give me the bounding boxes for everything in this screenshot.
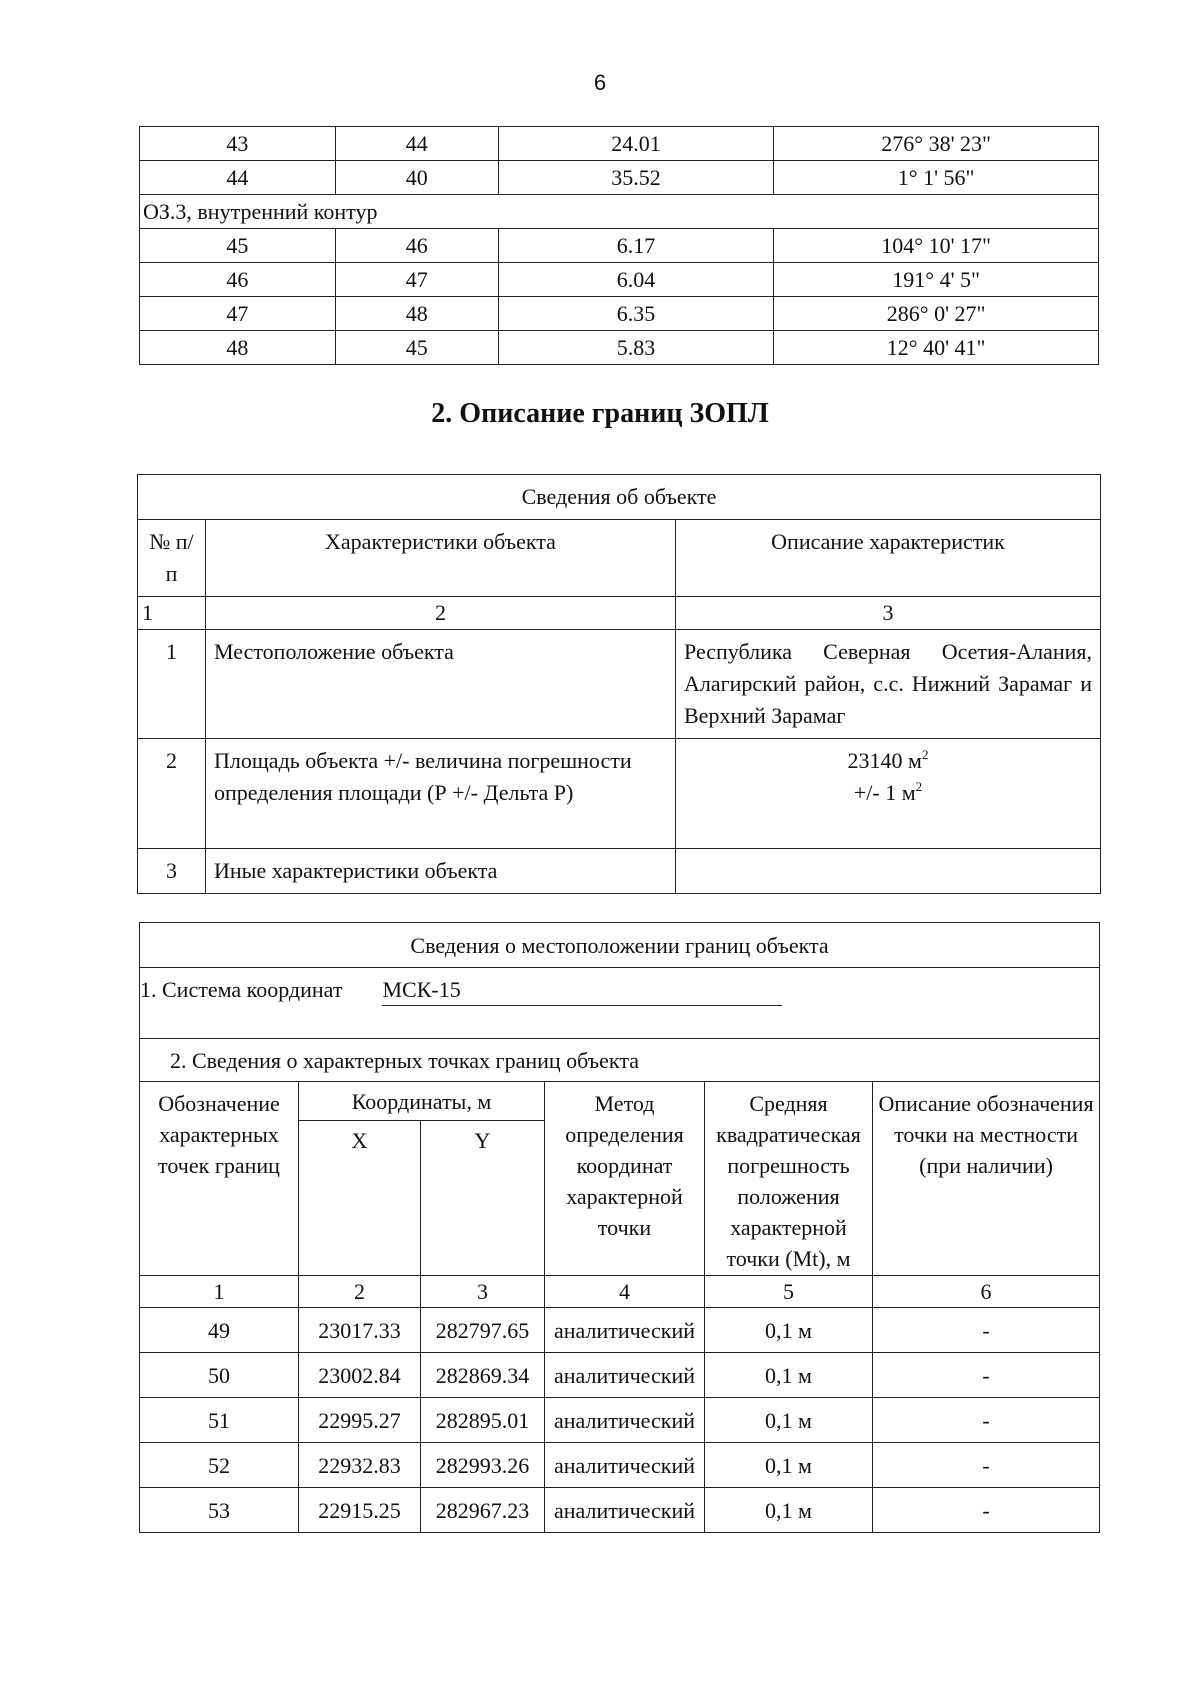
table-row — [140, 331, 1099, 365]
area-cell — [676, 739, 1101, 849]
cell: 282967.23 — [421, 1488, 545, 1533]
cell: 191° 4' 5" — [774, 263, 1099, 297]
header-method: Метод определения координат характерной точки — [545, 1082, 705, 1276]
header-y: Y — [421, 1121, 545, 1276]
header-error: Средняя квадратическая погрешность положения характерной точки (Mt), м — [705, 1082, 873, 1276]
header-row — [138, 520, 1101, 597]
cell: аналитический — [545, 1488, 705, 1533]
table-title-row — [140, 923, 1100, 968]
cell: 23017.33 — [299, 1308, 421, 1353]
cell: 51 — [140, 1398, 299, 1443]
row-number: 2 — [138, 739, 206, 849]
cell: 0,1 м — [705, 1488, 873, 1533]
characteristic-cell: Площадь объекта +/- величина погрешности определения площади (Р +/- Дельта Р) — [206, 739, 676, 849]
cell: 47 — [140, 297, 336, 331]
coord-system-value: МСК-15 — [382, 975, 782, 1006]
cell: 104° 10' 17" — [774, 229, 1099, 263]
col-number: 5 — [705, 1276, 873, 1308]
table-title: Сведения о местоположении границ объекта — [140, 923, 1100, 968]
cell: 286° 0' 27" — [774, 297, 1099, 331]
table-row — [140, 127, 1099, 161]
table-row — [140, 1443, 1100, 1488]
cell: 282797.65 — [421, 1308, 545, 1353]
cell: - — [873, 1398, 1100, 1443]
cell: 6.17 — [498, 229, 774, 263]
cell: 282895.01 — [421, 1398, 545, 1443]
cell: 48 — [335, 297, 498, 331]
cell: - — [873, 1353, 1100, 1398]
section-row — [140, 195, 1099, 229]
cell: 282993.26 — [421, 1443, 545, 1488]
header-x: X — [299, 1121, 421, 1276]
table-title: Сведения об объекте — [138, 475, 1101, 520]
cell: 0,1 м — [705, 1308, 873, 1353]
cell: 46 — [140, 263, 336, 297]
table-row — [138, 630, 1101, 739]
cell: - — [873, 1443, 1100, 1488]
page-number: 6 — [593, 70, 607, 95]
superscript: 2 — [921, 747, 929, 762]
table-row — [140, 1398, 1100, 1443]
table-row — [140, 1488, 1100, 1533]
cell: 0,1 м — [705, 1398, 873, 1443]
col-number: 2 — [299, 1276, 421, 1308]
description-cell — [676, 849, 1101, 894]
row-number: 1 — [138, 630, 206, 739]
cell: 12° 40' 41" — [774, 331, 1099, 365]
header-characteristic: Характеристики объекта — [206, 520, 676, 597]
column-number-row — [138, 597, 1101, 630]
cell: 6.35 — [498, 297, 774, 331]
col-number: 1 — [140, 1276, 299, 1308]
table-row — [140, 263, 1099, 297]
col-number: 4 — [545, 1276, 705, 1308]
cell: 45 — [140, 229, 336, 263]
table-row — [138, 739, 1101, 849]
col-number: 3 — [676, 597, 1101, 630]
cell: 22995.27 — [299, 1398, 421, 1443]
coord-system-row — [140, 968, 1100, 1039]
col-number: 3 — [421, 1276, 545, 1308]
description-cell: Республика Северная Осетия-Алания, Алагирский район, с.с. Нижний Зарамаг и Верхний Зарамаг — [676, 630, 1101, 739]
area-error: +/- 1 м — [853, 780, 916, 805]
points-subtitle: 2. Сведения о характерных точках границ объекта — [140, 1039, 1100, 1082]
cell: 23002.84 — [299, 1353, 421, 1398]
header-designation: Обозначение характерных точек границ — [140, 1082, 299, 1276]
column-number-row — [140, 1276, 1100, 1308]
cell: 22932.83 — [299, 1443, 421, 1488]
characteristic-cell: Местоположение объекта — [206, 630, 676, 739]
cell: 45 — [335, 331, 498, 365]
cell: 44 — [335, 127, 498, 161]
cell: 5.83 — [498, 331, 774, 365]
col-number: 6 — [873, 1276, 1100, 1308]
table-row — [140, 297, 1099, 331]
boundary-points-table — [139, 922, 1100, 1533]
table-title-row — [138, 475, 1101, 520]
row-number: 3 — [138, 849, 206, 894]
coord-system-label: 1. Система координат — [140, 977, 343, 1002]
header-description: Описание обозначения точки на местности (при наличии) — [873, 1082, 1100, 1276]
cell: 35.52 — [498, 161, 774, 195]
cell: 0,1 м — [705, 1443, 873, 1488]
area-value: 23140 м — [847, 748, 922, 773]
characteristic-cell: Иные характеристики объекта — [206, 849, 676, 894]
cell: 50 — [140, 1353, 299, 1398]
header-coords: Координаты, м — [299, 1082, 545, 1121]
section-heading: 2. Описание границ ЗОПЛ — [431, 398, 769, 429]
cell: 276° 38' 23" — [774, 127, 1099, 161]
col-number: 2 — [206, 597, 676, 630]
cell: 49 — [140, 1308, 299, 1353]
cell: 44 — [140, 161, 336, 195]
cell: 47 — [335, 263, 498, 297]
section-label: ОЗ.3, внутренний контур — [140, 195, 1099, 229]
header-number: № п/п — [138, 520, 206, 597]
table-row — [140, 1308, 1100, 1353]
bearings-table — [139, 126, 1099, 365]
area-error-line — [684, 777, 1092, 809]
area-value-line — [684, 745, 1092, 777]
cell: - — [873, 1308, 1100, 1353]
cell: 6.04 — [498, 263, 774, 297]
cell: 52 — [140, 1443, 299, 1488]
subtitle-row — [140, 1039, 1100, 1082]
cell: 53 — [140, 1488, 299, 1533]
coord-system-cell — [140, 968, 1100, 1039]
cell: аналитический — [545, 1353, 705, 1398]
cell: - — [873, 1488, 1100, 1533]
cell: 43 — [140, 127, 336, 161]
table-row — [140, 1353, 1100, 1398]
cell: 46 — [335, 229, 498, 263]
cell: 0,1 м — [705, 1353, 873, 1398]
header-description: Описание характеристик — [676, 520, 1101, 597]
table-row — [140, 161, 1099, 195]
cell: аналитический — [545, 1443, 705, 1488]
cell: 22915.25 — [299, 1488, 421, 1533]
cell: 40 — [335, 161, 498, 195]
cell: аналитический — [545, 1308, 705, 1353]
cell: 1° 1' 56" — [774, 161, 1099, 195]
superscript: 2 — [915, 779, 923, 794]
col-number: 1 — [138, 597, 206, 630]
header-row — [140, 1082, 1100, 1121]
table-row — [140, 229, 1099, 263]
object-info-table — [137, 474, 1101, 894]
cell: 48 — [140, 331, 336, 365]
cell: 282869.34 — [421, 1353, 545, 1398]
cell: аналитический — [545, 1398, 705, 1443]
table-row — [138, 849, 1101, 894]
cell: 24.01 — [498, 127, 774, 161]
